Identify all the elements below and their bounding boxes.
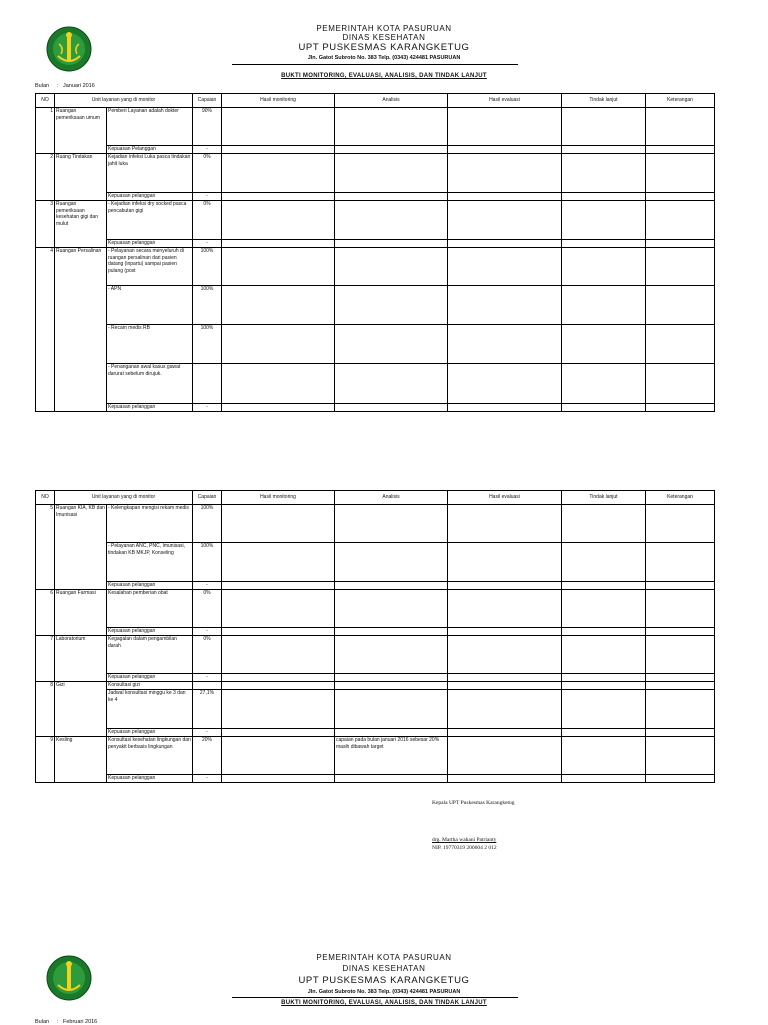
- follow-up: [562, 582, 646, 590]
- monitoring-result: [222, 636, 335, 674]
- period-separator: :: [57, 1019, 59, 1025]
- follow-up: [562, 729, 646, 737]
- monitoring-result: [222, 737, 335, 775]
- evaluation-result: [448, 775, 562, 783]
- achievement: -: [193, 240, 222, 248]
- column-header: NO: [36, 94, 55, 108]
- table-row: [36, 193, 715, 201]
- monitoring-result: [222, 674, 335, 682]
- clinic-address: Jln. Gatot Subroto No. 383 Telp. (0343) 424481 PASURUAN: [307, 989, 461, 995]
- clinic-name: UPT PUSKESMAS KARANGKETUG: [298, 975, 470, 986]
- evaluation-result: [448, 108, 562, 146]
- remarks: [646, 590, 715, 628]
- period-line-2: [35, 1019, 97, 1025]
- analysis: [335, 364, 448, 404]
- remarks: [646, 154, 715, 193]
- analysis: [335, 582, 448, 590]
- achievement: -: [193, 674, 222, 682]
- row-number: 9: [36, 737, 55, 783]
- analysis: [335, 154, 448, 193]
- analysis: [335, 505, 448, 543]
- achievement: -: [193, 404, 222, 412]
- monitoring-result: [222, 628, 335, 636]
- remarks: [646, 325, 715, 364]
- achievement: 100%: [193, 248, 222, 286]
- remarks: [646, 690, 715, 729]
- signature-title: Kepala UPT Puskesmas Karangketug: [432, 800, 515, 806]
- monitoring-result: [222, 154, 335, 193]
- analysis: [335, 248, 448, 286]
- document-title: BUKTI MONITORING, EVALUASI, ANALISIS, DAN TINDAK LANJUT: [281, 73, 487, 79]
- remarks: [646, 674, 715, 682]
- analysis: [335, 108, 448, 146]
- column-header: Capaian: [193, 491, 222, 505]
- unit-name: Ruang Tindakan: [55, 154, 107, 201]
- table-row: [36, 364, 715, 404]
- follow-up: [562, 737, 646, 775]
- monitoring-result: [222, 108, 335, 146]
- column-header: Hasil evaluasi: [448, 94, 562, 108]
- remarks: [646, 737, 715, 775]
- monitoring-result: [222, 690, 335, 729]
- monitoring-result: [222, 286, 335, 325]
- indicator: Kepuasan pelanggan: [107, 628, 193, 636]
- evaluation-result: [448, 690, 562, 729]
- monitoring-result: [222, 682, 335, 690]
- table-row: [36, 543, 715, 582]
- remarks: [646, 636, 715, 674]
- evaluation-result: [448, 364, 562, 404]
- table-row: [36, 682, 715, 690]
- monitoring-table-1: [35, 93, 715, 412]
- evaluation-result: [448, 636, 562, 674]
- column-header: Hasil monitoring: [222, 94, 335, 108]
- analysis: [335, 146, 448, 154]
- table-header-row: [36, 94, 715, 108]
- analysis: capaian pada bulan januari 2016 sebesar 20% masih dibawah target: [335, 737, 448, 775]
- monitoring-result: [222, 193, 335, 201]
- agency-name: DINAS KESEHATAN: [342, 33, 426, 42]
- achievement: 27,1%: [193, 690, 222, 729]
- achievement: 100%: [193, 325, 222, 364]
- remarks: [646, 240, 715, 248]
- follow-up: [562, 146, 646, 154]
- achievement: -: [193, 193, 222, 201]
- evaluation-result: [448, 682, 562, 690]
- govt-name: PEMERINTAH KOTA PASURUAN: [316, 24, 452, 33]
- analysis: [335, 543, 448, 582]
- achievement: -: [193, 146, 222, 154]
- indicator: Konsultasi kesehatan lingkungan dan penyakit berbasis lingkungan: [107, 737, 193, 775]
- table-row: [36, 201, 715, 240]
- indicator: - Kejadian infeksi dry socked pasca pencabutan gigi: [107, 201, 193, 240]
- indicator: Konsultasi gizi: [107, 682, 193, 690]
- monitoring-result: [222, 364, 335, 404]
- remarks: [646, 775, 715, 783]
- row-number: 5: [36, 505, 55, 590]
- column-header: Analisis: [335, 491, 448, 505]
- follow-up: [562, 364, 646, 404]
- period-label: Bulan: [35, 1019, 50, 1025]
- column-header: Capaian: [193, 94, 222, 108]
- follow-up: [562, 248, 646, 286]
- column-header: Keterangan: [646, 94, 715, 108]
- indicator: - APN: [107, 286, 193, 325]
- row-number: 2: [36, 154, 55, 201]
- indicator: - Penanganan awal kasus gawat darurat sebelum dirujuk.: [107, 364, 193, 404]
- achievement: -: [193, 775, 222, 783]
- table-row: [36, 248, 715, 286]
- period-separator: :: [57, 83, 59, 89]
- analysis: [335, 325, 448, 364]
- unit-name: Ruangan Persalinan: [55, 248, 107, 412]
- table-row: [36, 775, 715, 783]
- achievement: -: [193, 582, 222, 590]
- follow-up: [562, 286, 646, 325]
- follow-up: [562, 543, 646, 582]
- row-number: 6: [36, 590, 55, 636]
- achievement: 0%: [193, 154, 222, 193]
- indicator: Kegagalan dalam pengambilan darah: [107, 636, 193, 674]
- achievement: [193, 364, 222, 404]
- evaluation-result: [448, 248, 562, 286]
- monitoring-result: [222, 325, 335, 364]
- column-header: Keterangan: [646, 491, 715, 505]
- analysis: [335, 590, 448, 628]
- analysis: [335, 775, 448, 783]
- follow-up: [562, 154, 646, 193]
- monitoring-result: [222, 404, 335, 412]
- header-rule: [232, 64, 518, 65]
- column-header: Unit layanan yang di monitor: [55, 94, 193, 108]
- evaluation-result: [448, 582, 562, 590]
- indicator: - Recam medis RB: [107, 325, 193, 364]
- row-number: 1: [36, 108, 55, 154]
- unit-name: Laboratorium: [55, 636, 107, 682]
- follow-up: [562, 201, 646, 240]
- evaluation-result: [448, 193, 562, 201]
- indicator: - Pelayanan secara menyeluruh di ruangan persalinan dari pasien datang (inpartu) sampai pasien pulang (post: [107, 248, 193, 286]
- table-row: [36, 240, 715, 248]
- remarks: [646, 286, 715, 325]
- achievement: 20%: [193, 737, 222, 775]
- table-row: [36, 154, 715, 193]
- remarks: [646, 543, 715, 582]
- unit-name: Ruangan pemeriksaan kesehatan gigi dan mulut: [55, 201, 107, 248]
- analysis: [335, 404, 448, 412]
- remarks: [646, 108, 715, 146]
- period-line: [35, 83, 95, 89]
- achievement: 0%: [193, 590, 222, 628]
- table-row: [36, 737, 715, 775]
- achievement: -: [193, 628, 222, 636]
- achievement: 90%: [193, 108, 222, 146]
- table-row: [36, 146, 715, 154]
- agency-name: DINAS KESEHATAN: [342, 964, 426, 973]
- column-header: Hasil evaluasi: [448, 491, 562, 505]
- indicator: Kejadian infeksi Luka pasca tindakan jahit luka: [107, 154, 193, 193]
- monitoring-result: [222, 582, 335, 590]
- remarks: [646, 146, 715, 154]
- achievement: [193, 682, 222, 690]
- remarks: [646, 248, 715, 286]
- monitoring-result: [222, 240, 335, 248]
- follow-up: [562, 590, 646, 628]
- follow-up: [562, 682, 646, 690]
- analysis: [335, 240, 448, 248]
- follow-up: [562, 505, 646, 543]
- evaluation-result: [448, 325, 562, 364]
- follow-up: [562, 193, 646, 201]
- evaluation-result: [448, 737, 562, 775]
- signature-name: drg. Martha wahani Patrianty: [432, 837, 497, 843]
- govt-name: PEMERINTAH KOTA PASURUAN: [316, 953, 452, 962]
- remarks: [646, 193, 715, 201]
- period-label: Bulan: [35, 83, 50, 89]
- indicator: Kepuasan Pelanggan: [107, 146, 193, 154]
- evaluation-result: [448, 146, 562, 154]
- evaluation-result: [448, 286, 562, 325]
- table-row: [36, 628, 715, 636]
- row-number: 4: [36, 248, 55, 412]
- monitoring-result: [222, 248, 335, 286]
- table-row: [36, 582, 715, 590]
- evaluation-result: [448, 240, 562, 248]
- period-value: Januari 2016: [63, 83, 95, 89]
- column-header: NO: [36, 491, 55, 505]
- indicator: Jadwal konsultasi minggu ke 3 dan ke 4: [107, 690, 193, 729]
- analysis: [335, 729, 448, 737]
- follow-up: [562, 404, 646, 412]
- column-header: Hasil monitoring: [222, 491, 335, 505]
- indicator: Kepuasan pelanggan: [107, 193, 193, 201]
- row-number: 3: [36, 201, 55, 248]
- table-row: [36, 590, 715, 628]
- achievement: 0%: [193, 201, 222, 240]
- table-row: [36, 729, 715, 737]
- column-header: Tindak lanjut: [562, 94, 646, 108]
- remarks: [646, 682, 715, 690]
- header-rule: [232, 997, 518, 998]
- indicator: Kesalahan pemberian obat: [107, 590, 193, 628]
- evaluation-result: [448, 505, 562, 543]
- indicator: - Kelengkapan mengisi rekam medis: [107, 505, 193, 543]
- analysis: [335, 193, 448, 201]
- indicator: - Pelayanan ANC, PNC, Imunisasi, tindakan KB MKJP, Konseling: [107, 543, 193, 582]
- achievement: 100%: [193, 505, 222, 543]
- table-row: [36, 286, 715, 325]
- follow-up: [562, 690, 646, 729]
- analysis: [335, 690, 448, 729]
- analysis: [335, 286, 448, 325]
- evaluation-result: [448, 590, 562, 628]
- monitoring-result: [222, 590, 335, 628]
- follow-up: [562, 775, 646, 783]
- evaluation-result: [448, 543, 562, 582]
- analysis: [335, 674, 448, 682]
- unit-name: Kesling: [55, 737, 107, 783]
- remarks: [646, 201, 715, 240]
- achievement: 0%: [193, 636, 222, 674]
- table-header-row: [36, 491, 715, 505]
- table-row: [36, 404, 715, 412]
- row-number: 7: [36, 636, 55, 682]
- achievement: -: [193, 729, 222, 737]
- evaluation-result: [448, 674, 562, 682]
- column-header: Tindak lanjut: [562, 491, 646, 505]
- clinic-name: UPT PUSKESMAS KARANGKETUG: [298, 42, 470, 53]
- remarks: [646, 729, 715, 737]
- follow-up: [562, 240, 646, 248]
- monitoring-result: [222, 729, 335, 737]
- table-row: [36, 636, 715, 674]
- unit-name: Ruangan pemeriksaan umum: [55, 108, 107, 154]
- table-row: [36, 674, 715, 682]
- indicator: Kepuasan pelanggan: [107, 582, 193, 590]
- monitoring-table-2: [35, 490, 715, 783]
- follow-up: [562, 636, 646, 674]
- indicator: Kepuasan pelanggan: [107, 240, 193, 248]
- row-number: 8: [36, 682, 55, 737]
- period-value: Februari 2016: [63, 1019, 98, 1025]
- follow-up: [562, 628, 646, 636]
- table-row: [36, 505, 715, 543]
- monitoring-result: [222, 775, 335, 783]
- monitoring-result: [222, 543, 335, 582]
- remarks: [646, 582, 715, 590]
- indicator: Kepuasan pelanggan: [107, 404, 193, 412]
- analysis: [335, 628, 448, 636]
- monitoring-result: [222, 201, 335, 240]
- evaluation-result: [448, 201, 562, 240]
- column-header: Analisis: [335, 94, 448, 108]
- table-row: [36, 690, 715, 729]
- follow-up: [562, 108, 646, 146]
- evaluation-result: [448, 628, 562, 636]
- document-title: BUKTI MONITORING, EVALUASI, ANALISIS, DAN TINDAK LANJUT: [281, 1000, 487, 1006]
- table-row: [36, 325, 715, 364]
- monitoring-result: [222, 505, 335, 543]
- achievement: 100%: [193, 286, 222, 325]
- remarks: [646, 404, 715, 412]
- indicator: Pemberi Layanan adalah dokter: [107, 108, 193, 146]
- table-row: [36, 108, 715, 146]
- achievement: 100%: [193, 543, 222, 582]
- indicator: Kepuasan pelanggan: [107, 775, 193, 783]
- signature-nip: NIP. 19770319 200604 2 012: [432, 845, 497, 851]
- follow-up: [562, 674, 646, 682]
- analysis: [335, 636, 448, 674]
- column-header: Unit layanan yang di monitor: [55, 491, 193, 505]
- clinic-address: Jln. Gatot Subroto No. 383 Telp. (0343) 424481 PASURUAN: [307, 55, 461, 61]
- analysis: [335, 682, 448, 690]
- unit-name: Ruangan KIA, KB dan Imunisasi: [55, 505, 107, 590]
- evaluation-result: [448, 729, 562, 737]
- indicator: Kepuasan pelanggan: [107, 674, 193, 682]
- remarks: [646, 364, 715, 404]
- remarks: [646, 628, 715, 636]
- unit-name: Gizi: [55, 682, 107, 737]
- evaluation-result: [448, 154, 562, 193]
- evaluation-result: [448, 404, 562, 412]
- indicator: Kepuasan pelanggan: [107, 729, 193, 737]
- analysis: [335, 201, 448, 240]
- follow-up: [562, 325, 646, 364]
- monitoring-result: [222, 146, 335, 154]
- remarks: [646, 505, 715, 543]
- unit-name: Ruangan Farmasi: [55, 590, 107, 636]
